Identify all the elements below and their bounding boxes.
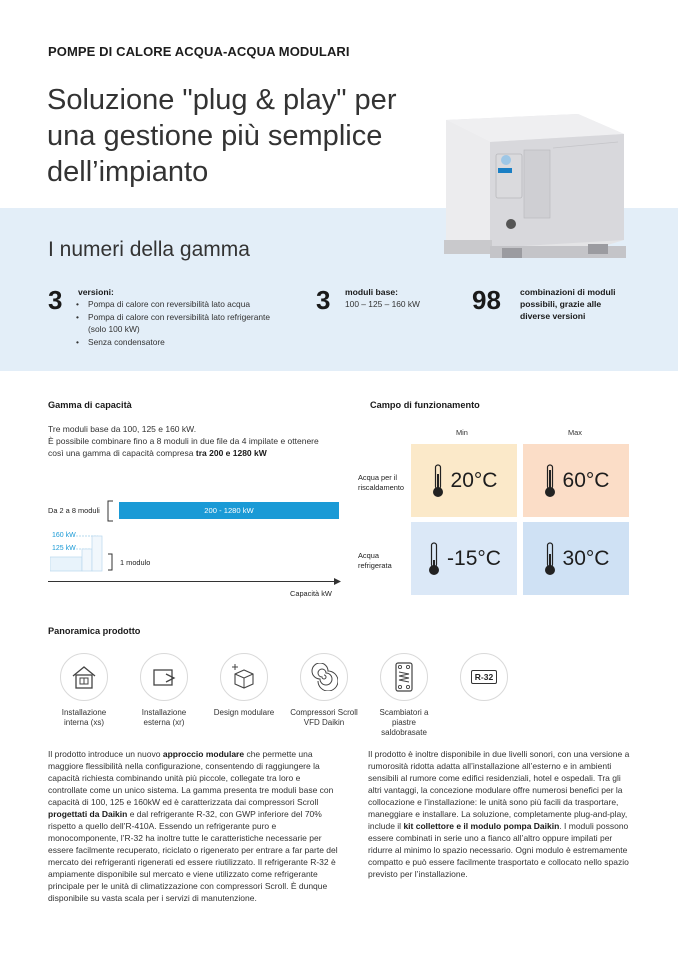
- versions-count: 3: [48, 285, 63, 315]
- numbers-title: I numeri della gamma: [48, 238, 250, 261]
- r32-badge-label: R-32: [471, 670, 497, 684]
- feature-label: Installazione interna (xs): [61, 708, 107, 727]
- range-row-label: Da 2 a 8 moduli: [48, 506, 100, 515]
- modules-count: 3: [316, 285, 331, 315]
- r32-badge-icon: [460, 653, 508, 701]
- versions-list-item: • Pompa di calore con reversibilità lato acqua: [76, 298, 276, 311]
- module-bracket: [108, 553, 114, 571]
- heating-min-cell: [411, 444, 517, 517]
- column-min: Min: [456, 428, 468, 437]
- modules-label: moduli base:: [345, 287, 399, 297]
- module-steps-graphic: [50, 532, 112, 572]
- versions-list: [76, 298, 276, 348]
- cooling-max-cell: [523, 522, 629, 595]
- row-cooling-label: Acqua refrigerata: [358, 551, 392, 570]
- page-title: Soluzione "plug & play" per una gestione più semplice dell’impianto: [47, 84, 397, 188]
- plate-exchanger-icon: [380, 653, 428, 701]
- capacity-title: Gamma di capacità: [48, 400, 132, 410]
- thermometer-icon: [431, 464, 445, 498]
- row-heating-label: Acqua per il riscaldamento: [358, 473, 405, 492]
- modules-values: 100 – 125 – 160 kW: [345, 299, 420, 309]
- kw-label: 160 kW: [52, 532, 76, 539]
- capacity-text: [48, 423, 333, 459]
- capacity-text-line-1: Tre moduli base da 100, 125 e 160 kW.: [48, 424, 197, 434]
- scroll-compressor-icon: [300, 653, 348, 701]
- cooling-max-value: 30°C: [562, 546, 610, 570]
- cooling-min-cell: [411, 522, 517, 595]
- versions-list-item: • Pompa di calore con reversibilità lato refrigerante (solo 100 kW): [76, 311, 276, 336]
- exterior-icon: [140, 653, 188, 701]
- axis-arrow-icon: [334, 578, 341, 585]
- house-icon: [60, 653, 108, 701]
- versions-list-item: • Senza condensatore: [76, 336, 276, 349]
- capacity-text-line-2: È possibile combinare fino a 8 moduli in due file da 4 impilate e ottenere così una gamma di capacità compresa: [48, 436, 319, 458]
- heating-max-value: 60°C: [562, 468, 610, 492]
- overview-title: Panoramica prodotto: [48, 626, 141, 636]
- capacity-range-bold: tra 200 e 1280 kW: [195, 448, 267, 458]
- operating-range-title: Campo di funzionamento: [370, 400, 480, 410]
- modular-cubes-icon: [220, 653, 268, 701]
- heat-pump-unit-image: [428, 108, 638, 266]
- versions-label: versioni:: [78, 287, 114, 297]
- feature-label: Design modulare: [213, 708, 275, 717]
- feature-label: Scambiatori a piastre saldobrasate: [379, 708, 429, 737]
- thermometer-icon: [543, 542, 557, 576]
- cooling-min-value: -15°C: [447, 546, 501, 570]
- capacity-range-bar: 200 - 1280 kW: [119, 502, 339, 519]
- kw-label: 125 kW: [52, 545, 76, 552]
- combinations-count: 98: [472, 285, 501, 315]
- feature-label: Installazione esterna (xr): [141, 708, 187, 727]
- thermometer-icon: [427, 542, 441, 576]
- heating-min-value: 20°C: [450, 468, 498, 492]
- one-module-label: 1 modulo: [120, 558, 151, 567]
- body-left-paragraph: Il prodotto introduce un nuovo approccio modulare che permette una maggiore flessibilità nella configurazione, consentendo di raggiungere la capacità richiesta combinando unità più piccole, collegate tra loro e controllate come un unico sistema. La gamma presenta tre moduli base con capacità di 100, 125 e 160kW ed è caratterizzata dai compressori Scroll progettati da Daikin e dal refrigerante R-32, con GWP inferiore del 70% rispetto a quello dell’R-410A. Essendo un refrigerante puro e monocomponente, l’R-32 ha inoltre tutte le caratteristiche necessarie per essere facilmente recuperato, riciclato o rigenerato per entrare a far parte del mercato dei refrigeranti rigenerati ed essere riutilizzato. Il refrigerante R-32 è ampiamente disponibile sul mercato e viene utilizzato come refrigerante principale per le unità di climatizzazione con compressori Scroll. È dunque disponibile su vasta scala per i servizi di manutenzione.: [48, 749, 338, 903]
- feature-label: Compressori Scroll VFD Daikin: [290, 708, 358, 727]
- column-max: Max: [568, 428, 582, 437]
- heating-max-cell: [523, 444, 629, 517]
- body-right-paragraph: Il prodotto è inoltre disponibile in due livelli sonori, con una versione a rumorosità ridotta adatta all’installazione all’esterno e in ambienti sensibili al rumore come edifici residenziali, hotel e ospedali. Tra gli altri vantaggi, la concezione modulare offre numerosi benefici per la collocazione e l’installazione: le unità sono più facili da trasportare, maneggiare e installare. La soluzione, completamente plug-and-play, include il kit collettore e il modulo pompa Daikin. I moduli possono essere combinati in serie uno a fianco all’altro oppure impilati per ridurre al minimo lo spazio necessario. Ogni modulo è estremamente compatto e può essere facilmente trasportato e collocato nello spazio previsto per l’installazione.: [368, 749, 630, 879]
- capacity-axis-label: Capacità kW: [290, 589, 332, 598]
- thermometer-icon: [543, 464, 557, 498]
- section-eyebrow: POMPE DI CALORE ACQUA-ACQUA MODULARI: [48, 44, 350, 59]
- combinations-label: combinazioni di moduli possibili, grazie alle diverse versioni: [520, 287, 616, 321]
- range-bracket: [106, 500, 114, 522]
- capacity-axis: [48, 581, 338, 582]
